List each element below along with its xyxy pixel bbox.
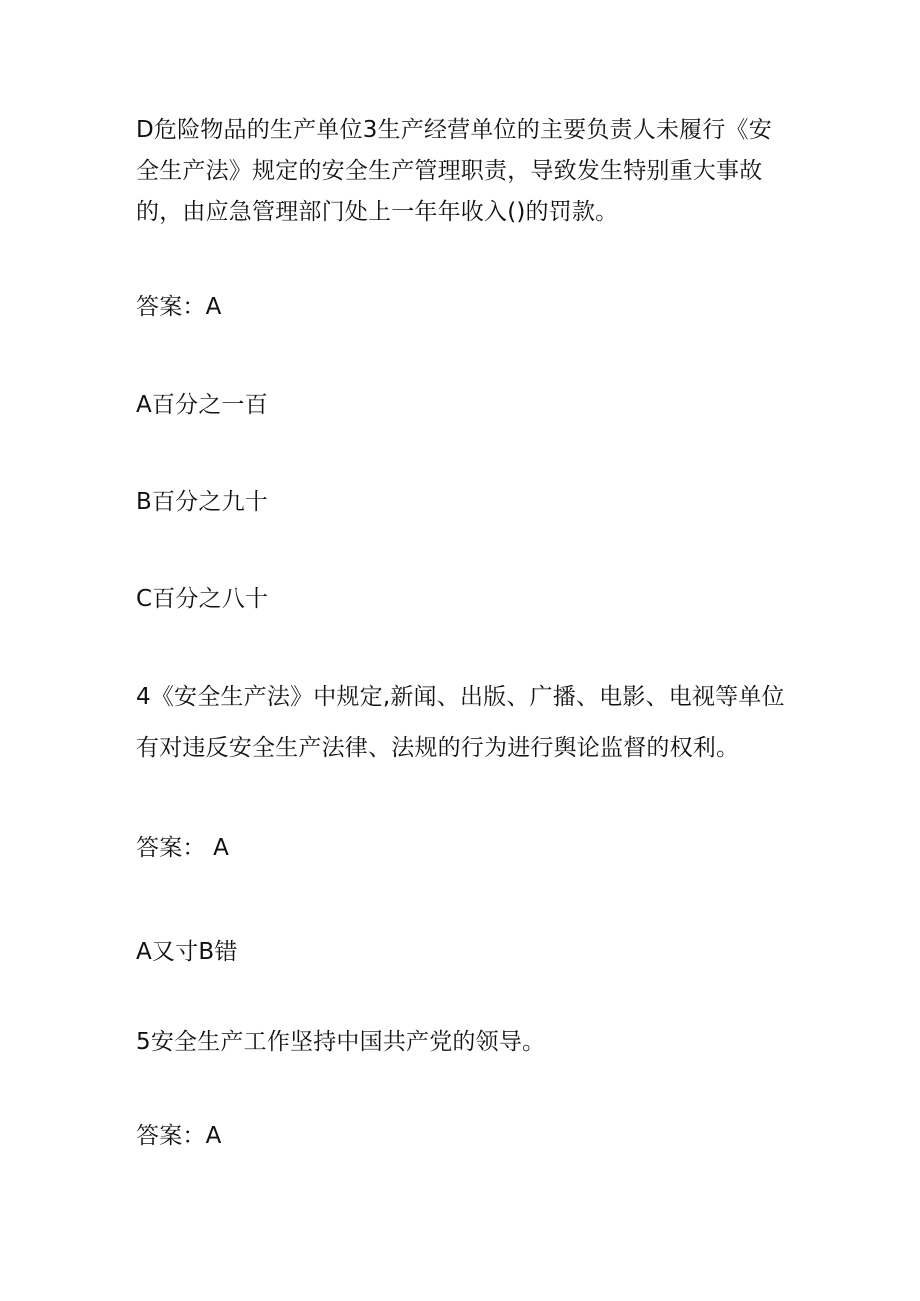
question-3-line-2: 全生产法》规定的安全生产管理职责，导致发生特别重大事故 (136, 158, 763, 184)
question-3-line-1: D危险物品的生产单位3生产经营单位的主要负责人未履行《安 (136, 117, 772, 143)
question-3-line-3: 的，由应急管理部门处上一年年收入()的罚款。 (136, 199, 619, 225)
question-4-line-1: 4《安全生产法》中规定,新闻、出版、广播、电影、电视等单位 (136, 684, 785, 710)
question-5-answer: 答案：A (136, 1123, 222, 1149)
question-3-option-b: B百分之九十 (136, 489, 268, 515)
question-3-answer: 答案：A (136, 294, 222, 320)
question-4-answer: 答案： A (136, 835, 230, 861)
question-3-option-a: A百分之一百 (136, 392, 268, 418)
question-4-options: A又寸B错 (136, 939, 238, 965)
question-3-option-c: C百分之八十 (136, 586, 269, 612)
question-5-line-1: 5安全生产工作坚持中国共产党的领导。 (136, 1029, 546, 1055)
question-4-line-2: 有对违反安全生产法律、法规的行为进行舆论监督的权利。 (136, 735, 740, 761)
